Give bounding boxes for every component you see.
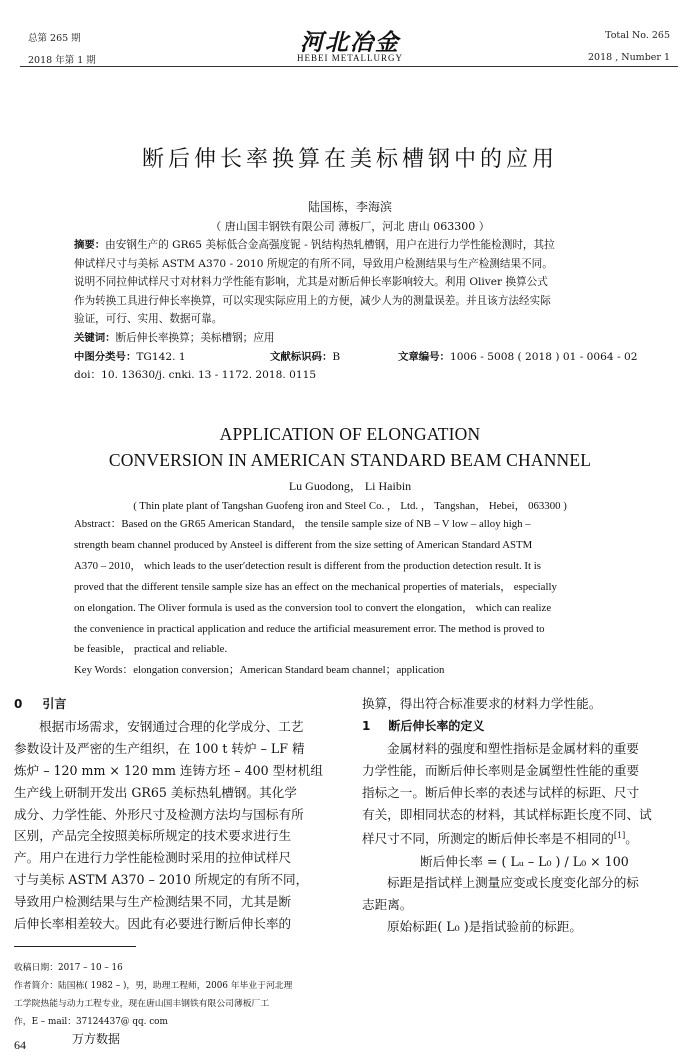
abstract-en-line: strength beam channel produced by Ansteel is different from the size setting of American Standard ASTM <box>74 538 533 551</box>
abstract-label: 摘要： <box>74 239 106 251</box>
abstract-line: 说明不同拉伸试样尺寸对材料力学性能有影响，尤其是对断后伸长率影响较大。利用 Oliver 换算公式 <box>74 276 548 289</box>
keywords-en: Key Words：elongation conversion；American Standard beam channel；application <box>74 664 445 677</box>
issue-cn-number: 2018 年第 1 期 <box>28 55 96 66</box>
footnote <box>14 959 339 1031</box>
header-rule <box>20 66 678 67</box>
abstract-line: 验证，可行、实用、数据可靠。 <box>74 313 223 326</box>
author-bio-line: 作，E – mail：37124437@ qq. com <box>14 1017 168 1027</box>
footnote-rule <box>14 946 136 947</box>
body-line: 炼炉 – 120 mm × 120 mm 连铸方坯 – 400 型材机组 <box>14 762 323 778</box>
article-title-cn: 断后伸长率换算在美标槽钢中的应用 <box>141 147 558 172</box>
doi: doi：10. 13630/j. cnki. 13 - 1172. 2018. 0115 <box>74 369 317 382</box>
abstract-line: 作为转换工具进行伸长率换算，可以实现实际应用上的方便，减少人为的测量误差。并且该方法经实际 <box>74 294 551 307</box>
affiliation-cn: （ 唐山国丰钢铁有限公司 薄板厂，河北 唐山 063300 ） <box>210 220 490 233</box>
keywords-cn: 断后伸长率换算；美标槽钢；应用 <box>115 331 275 344</box>
journal-logo: 河北冶金 <box>300 29 400 56</box>
doccode-label: 文献标识码： <box>270 350 333 363</box>
formula: 断后伸长率 = ( Lᵤ – L₀ ) / L₀ × 100 <box>420 853 629 869</box>
abstract-en-line: A370 – 2010， which leads to the user′detection result is different from the production detection result. It is <box>74 559 541 572</box>
body-line: 根据市场需求，安钢通过合理的化学成分、工艺 <box>39 718 304 734</box>
body-line: 后伸长率相差较大。因此有必要进行断后伸长率的 <box>14 916 292 932</box>
right-column <box>362 693 690 938</box>
abstract-line: 由安钢生产的 GR65 美标低合金高强度铌 - 钒结构热轧槽钢，用户在进行力学性能检测时，其拉 <box>105 239 555 251</box>
abstract-cn <box>74 236 638 385</box>
journal-logo-en: HEBEI METALLURGY <box>296 53 404 63</box>
body-line: 导致用户检测结果与生产检测结果不同，尤其是断 <box>14 894 292 910</box>
body-line: 区别，产品完全按照美标所规定的技术要求进行生 <box>14 828 292 844</box>
reference-mark[interactable]: [1] <box>613 831 626 841</box>
body-line: 样尺寸不同，所测定的断后伸长率是不相同的 <box>362 831 614 847</box>
abstract-line: 伸试样尺寸与美标 ASTM A370 - 2010 所规定的有所不同，导致用户检测结果与生产检测结果不同。 <box>74 257 553 270</box>
abstract-en <box>74 514 630 681</box>
issue-en-number: 2018 , Number 1 <box>588 52 670 63</box>
section-1-title: 断后伸长率的定义 <box>388 718 485 733</box>
abstract-en-line: Abstract：Based on the GR65 American Standard， the tensile sample size of NB – V low – alloy high – <box>74 518 531 530</box>
abstract-en-line: the convenience in practical application and reduce the artificial measurement error. The method is proved to <box>74 622 545 635</box>
authors-cn: 陆国栋，李海滨 <box>307 200 392 214</box>
body-line: 寸与美标 ASTM A370 – 2010 所规定的有所不同， <box>14 872 309 888</box>
body-line: 志距离。 <box>362 897 413 913</box>
body-line: 成分、力学性能、外形尺寸及检测方法均与国标有所 <box>14 806 304 822</box>
artno-label: 文章编号： <box>398 350 450 363</box>
article-title-en-line1: APPLICATION OF ELONGATION <box>219 424 481 444</box>
artno-value: 1006 - 5008 ( 2018 ) 01 - 0064 - 02 <box>449 350 638 363</box>
abstract-en-line: proved that the different tensile sample size has an effect on the mechanical properties of materials， especially <box>74 580 557 593</box>
body-line-end: 。 <box>625 831 638 847</box>
article-title-en-line2: CONVERSION IN AMERICAN STANDARD BEAM CHANNEL <box>108 450 592 470</box>
body-line: 生产线上研制开发出 GR65 美标热轧槽钢。其化学 <box>14 784 297 800</box>
clc-label: 中图分类号： <box>74 350 137 363</box>
section-0-number: 0 <box>14 697 23 711</box>
page-number: 64 <box>14 1038 26 1052</box>
body-line: 力学性能，而断后伸长率则是金属塑性性能的重要 <box>362 762 640 778</box>
body-line: 标距是指试样上测量应变或长度变化部分的标 <box>387 875 639 891</box>
authors-en: Lu Guodong， Li Haibin <box>288 479 412 493</box>
body-line: 原始标距( L₀ )是指试验前的标距。 <box>387 919 582 935</box>
abstract-en-line: on elongation. The Oliver formula is used as the conversion tool to convert the elongation， which can realize <box>74 601 552 614</box>
body-line: 参数设计及严密的生产组织，在 100 t 转炉 – LF 精 <box>14 740 305 756</box>
abstract-en-line: be feasible， practical and reliable. <box>74 643 228 656</box>
body-line: 换算，得出符合标准要求的材料力学性能。 <box>362 696 602 711</box>
doccode-value: B <box>332 350 341 363</box>
author-bio-line: 作者简介：陆国栋( 1982 – )，男，助理工程师，2006 年毕业于河北理 <box>14 981 293 991</box>
section-1-number: 1 <box>362 718 371 733</box>
issue-en-total: Total No. 265 <box>605 30 670 41</box>
section-0-title: 引言 <box>42 697 67 711</box>
affiliation-en: ( Thin plate plant of Tangshan Guofeng iron and Steel Co. ， Ltd. ， Tangshan， Hebei， 063300 ) <box>133 500 567 512</box>
watermark-text: 万方数据 <box>72 1032 121 1046</box>
author-bio-line: 工学院热能与动力工程专业，现在唐山国丰钢铁有限公司薄板厂工 <box>14 999 270 1009</box>
left-column <box>14 693 339 935</box>
issue-cn-total: 总第 265 期 <box>28 33 81 44</box>
body-line: 有关，即相同状态的材料，其试样标距长度不同、试 <box>362 806 652 822</box>
keywords-label: 关键词： <box>74 331 116 344</box>
body-line: 金属材料的强度和塑性指标是金属材料的重要 <box>387 740 639 756</box>
body-line: 产。用户在进行力学性能检测时采用的拉伸试样尺 <box>14 850 292 866</box>
clc-value: TG142. 1 <box>136 350 186 363</box>
received-date: 收稿日期：2017 – 10 – 16 <box>14 963 123 973</box>
body-line: 指标之一。断后伸长率的表述与试样的标距、尺寸 <box>362 784 640 800</box>
